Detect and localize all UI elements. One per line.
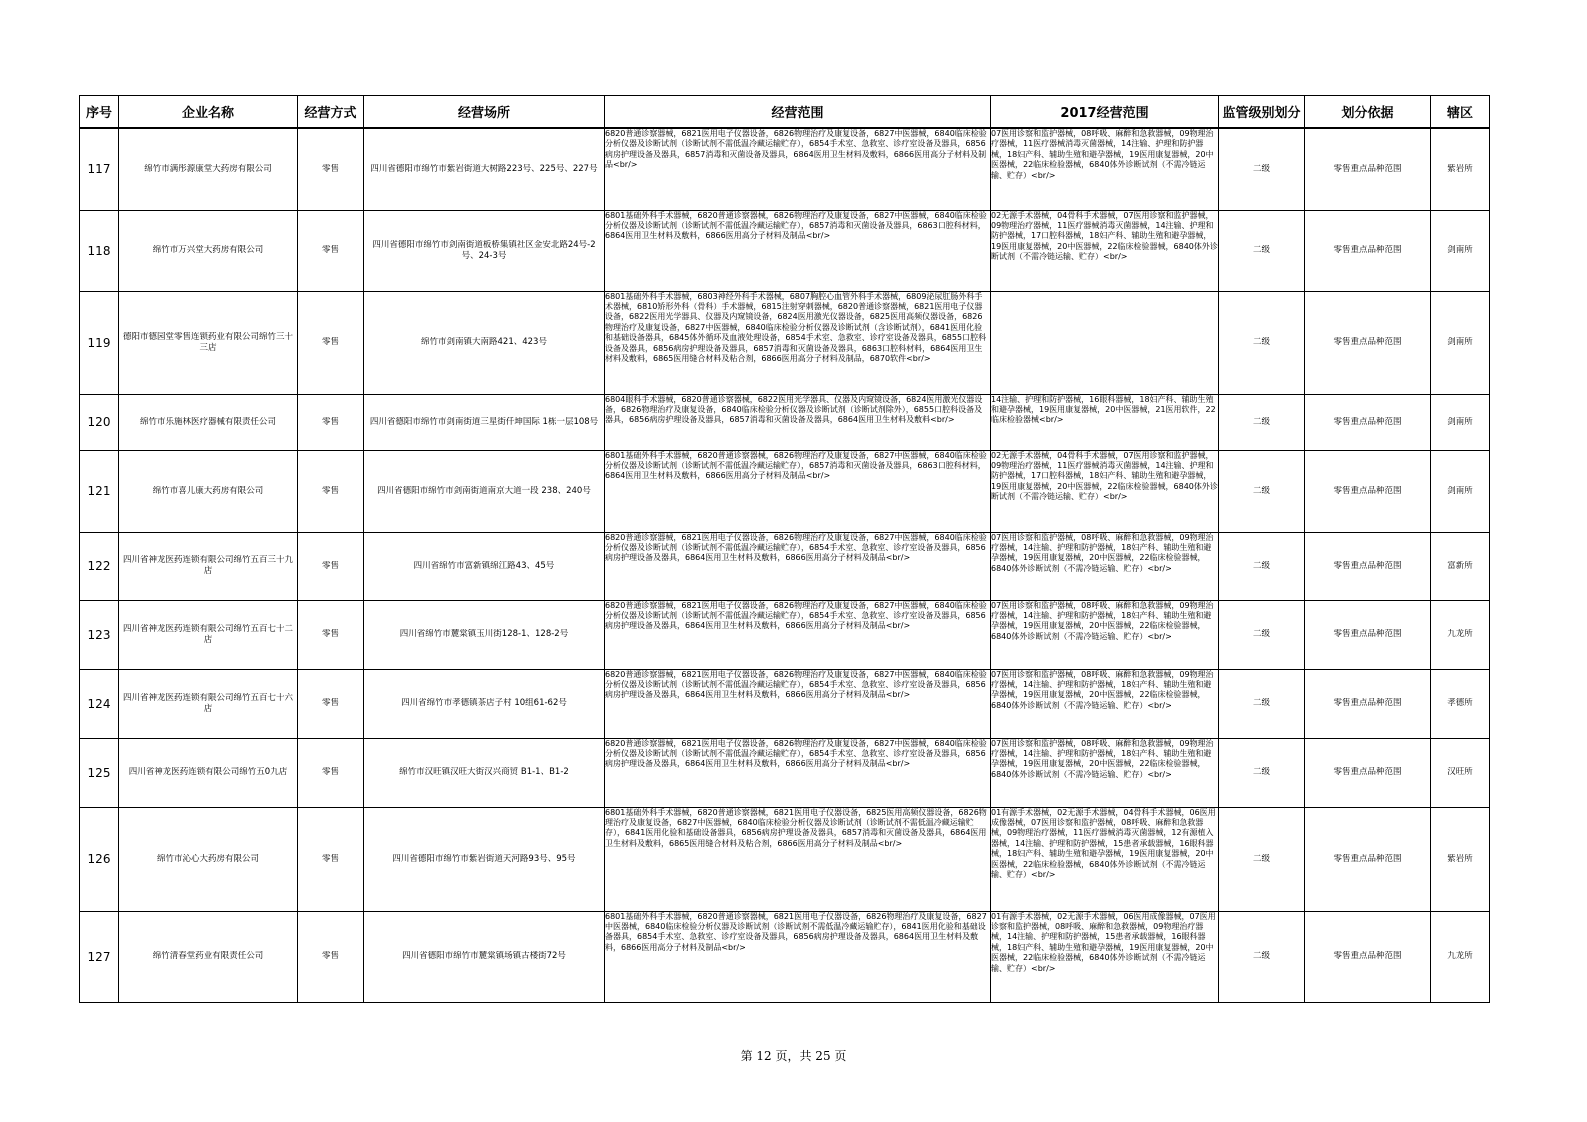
- business-mode: [298, 532, 364, 600]
- business-scope-2017: [991, 210, 1219, 291]
- district-text: 九龙所: [1447, 951, 1473, 961]
- classification-basis: [1305, 738, 1431, 807]
- table-row: [80, 669, 1490, 738]
- classification-basis-text: 零售重点品种范围: [1333, 163, 1402, 174]
- business-scope: [605, 738, 991, 807]
- header-no: 序号: [80, 96, 119, 129]
- supervision-level-text: 二级: [1252, 767, 1270, 777]
- business-address: [364, 128, 605, 210]
- business-mode: [298, 807, 364, 911]
- district-text: 孝德所: [1447, 698, 1473, 708]
- classification-basis: [1305, 394, 1431, 450]
- business-scope-text: 6801基础外科手术器械，6803神经外科手术器械，6807胸腔心血管外科手术器械，6809泌尿肛肠外科手术器械，6810矫形外科（骨科）手术器械，6815注射穿刺器械，6820普通诊察器械，6821医用电子仪器设备，6822医用光学器具、仪器及内窥镜设备，6824医用激光仪器设备，6825医用高频仪器设备，6826物理治疗及康复设备，6827中医器械，6840临床检验分析仪器及诊断试剂（含诊断试剂），6841医用化验和基础设备器具，6845体外循环及血液处理设备，6854手术室、急救室、诊疗室设备及器具，6855口腔科设备及器具，6856病房护理设备及器具，6857消毒和灭菌设备及器具，6863口腔科材料，6864医用卫生材料及敷料，6865医用缝合材料及粘合剂，6866医用高分子材料及制品，6870软件<br/>: [605, 291, 987, 363]
- row-number-text: 121: [87, 484, 111, 498]
- table-row: [80, 210, 1490, 291]
- business-address-text: 四川省绵竹市孝德镇茶店子村 10组61-62号: [401, 698, 567, 708]
- row-number: [80, 738, 119, 807]
- classification-basis: [1305, 210, 1431, 291]
- table-row: [80, 911, 1490, 1002]
- business-scope-2017-text: 02无源手术器械，04骨科手术器械，07医用诊察和监护器械，09物理治疗器械，11医疗器械消毒灭菌器械，14注输、护理和防护器械，17口腔科器械，18妇产科、辅助生殖和避孕器械，19医用康复器械，20中医器械，22临床检验器械，6840体外诊断试剂（不需冷链运输、贮存）<br/>: [991, 210, 1218, 262]
- business-scope: [605, 600, 991, 669]
- company-name-text: 绵竹市喜儿康大药房有限公司: [152, 485, 264, 496]
- business-scope-text: 6801基础外科手术器械，6820普通诊察器械，6826物理治疗及康复设备，6827中医器械，6840临床检验分析仪器及诊断试剂（诊断试剂不需低温冷藏运输贮存），6857消毒和灭菌设备及器具，6863口腔科材料，6864医用卫生材料及敷料，6866医用高分子材料及制品<br/>: [605, 210, 987, 241]
- business-mode: [298, 738, 364, 807]
- supervision-level-text: 二级: [1252, 698, 1270, 708]
- business-scope-text: 6820普通诊察器械，6821医用电子仪器设备，6826物理治疗及康复设备，6827中医器械，6840临床检验分析仪器及诊断试剂（诊断试剂不需低温冷藏运输贮存），6854手术室、急救室、诊疗室设备及器具，6856病房护理设备及器具，6864医用卫生材料及敷料，6866医用高分子材料及制品<br/>: [605, 600, 987, 631]
- business-scope-2017: [991, 450, 1219, 532]
- business-scope-2017: [991, 291, 1219, 394]
- business-scope: [605, 669, 991, 738]
- business-scope-2017: [991, 128, 1219, 210]
- company-name: [119, 669, 298, 738]
- business-scope-text: 6804眼科手术器械，6820普通诊察器械，6822医用光学器具、仪器及内窥镜设备，6824医用激光仪器设备，6826物理治疗及康复设备，6840临床检验分析仪器及诊断试剂（诊断试剂除外），6855口腔科设备及器具，6856病房护理设备及器具，6857消毒和灭菌设备及器具，6864医用卫生材料及敷料<br/>: [605, 394, 983, 425]
- company-name: [119, 291, 298, 394]
- row-number-text: 125: [87, 765, 111, 780]
- business-mode-text: 零售: [321, 485, 339, 496]
- business-scope-2017: [991, 532, 1219, 600]
- business-scope-2017-text: 07医用诊察和监护器械，08呼吸、麻醉和急救器械，09物理治疗器械，14注输、护理和防护器械，18妇产科、辅助生殖和避孕器械，19医用康复器械，20中医器械，22临床检验器械，6840体外诊断试剂（不需冷链运输、贮存）<br/>: [991, 532, 1214, 573]
- business-mode-text: 零售: [321, 629, 339, 639]
- business-mode: [298, 210, 364, 291]
- row-number-text: 126: [87, 852, 111, 866]
- district: [1431, 807, 1490, 911]
- business-scope: [605, 210, 991, 291]
- business-scope: [605, 394, 991, 450]
- supervision-level: [1219, 911, 1305, 1002]
- business-scope-2017: [991, 669, 1219, 738]
- company-name-text: 绵竹市乐施林医疗器械有限责任公司: [139, 416, 276, 427]
- header-name: 企业名称: [119, 96, 298, 129]
- supervision-level: [1219, 291, 1305, 394]
- district: [1431, 669, 1490, 738]
- company-name: [119, 450, 298, 532]
- company-name-text: 德阳市德园堂零售连锁药业有限公司绵竹三十三店: [122, 331, 293, 353]
- company-name-text: 四川省神龙医药连锁有限公司绵竹五百三十九店: [122, 555, 293, 576]
- table-header: [80, 96, 1490, 129]
- district: [1431, 128, 1490, 210]
- business-scope-text: 6801基础外科手术器械，6820普通诊察器械，6821医用电子仪器设备，6826物理治疗及康复设备，6827中医器械，6840临床检验分析仪器及诊断试剂（诊断试剂不需低温冷藏运输贮存），6841医用化验和基础设备器具，6854手术室、急救室、诊疗室设备及器具，6856病房护理设备及器具，6864医用卫生材料及敷料，6866医用高分子材料及制品<br/>: [605, 911, 987, 952]
- supervision-level-text: 二级: [1252, 485, 1270, 496]
- business-mode-text: 零售: [321, 853, 339, 864]
- row-number-text: 119: [87, 335, 111, 350]
- classification-basis: [1305, 600, 1431, 669]
- table-row: [80, 738, 1490, 807]
- supervision-level: [1219, 210, 1305, 291]
- business-scope-2017-text: 07医用诊察和监护器械，08呼吸、麻醉和急救器械，09物理治疗器械，14注输、护理和防护器械，18妇产科、辅助生殖和避孕器械，19医用康复器械，20中医器械，22临床检验器械，6840体外诊断试剂（不需冷链运输、贮存）<br/>: [991, 669, 1214, 710]
- district-text: 剑南所: [1447, 337, 1473, 347]
- row-number-text: 120: [87, 415, 111, 429]
- table-row: [80, 600, 1490, 669]
- enterprise-table: [79, 95, 1490, 1003]
- business-address: [364, 807, 605, 911]
- business-address-text: 四川省绵竹市富新镇绵江路43、45号: [413, 560, 555, 571]
- header-scope: 经营范围: [605, 96, 991, 129]
- company-name: [119, 911, 298, 1002]
- row-number: [80, 450, 119, 532]
- table-row: [80, 532, 1490, 600]
- supervision-level: [1219, 669, 1305, 738]
- business-scope-text: 6820普通诊察器械，6821医用电子仪器设备，6826物理治疗及康复设备，6827中医器械，6840临床检验分析仪器及诊断试剂（诊断试剂不需低温冷藏运输贮存），6854手术室、急救室、诊疗室设备及器具，6856病房护理设备及器具，6857消毒和灭菌设备及器具，6864医用卫生材料及敷料，6866医用高分子材料及制品<br/>: [605, 129, 987, 170]
- row-number-text: 123: [87, 627, 111, 642]
- supervision-level-text: 二级: [1252, 629, 1270, 639]
- business-address-text: 四川省绵竹市麓棠镇玉川街128-1、128-2号: [399, 629, 569, 639]
- company-name-text: 四川省神龙医药连锁有限公司绵竹五0九店: [128, 767, 288, 777]
- row-number: [80, 600, 119, 669]
- business-address: [364, 532, 605, 600]
- classification-basis: [1305, 807, 1431, 911]
- business-mode-text: 零售: [321, 245, 339, 255]
- supervision-level-text: 二级: [1252, 951, 1270, 961]
- business-address: [364, 394, 605, 450]
- business-scope: [605, 807, 991, 911]
- business-address: [364, 911, 605, 1002]
- table-row: [80, 291, 1490, 394]
- business-mode: [298, 291, 364, 394]
- company-name: [119, 394, 298, 450]
- table-row: [80, 394, 1490, 450]
- business-scope-text: 6801基础外科手术器械，6820普通诊察器械，6821医用电子仪器设备，6825医用高频仪器设备，6826物理治疗及康复设备，6827中医器械，6840临床检验分析仪器及诊断试剂（诊断试剂不需低温冷藏运输贮存），6841医用化验和基础设备器具，6856病房护理设备及器具，6857消毒和灭菌设备及器具，6864医用卫生材料及敷料，6865医用缝合材料及粘合剂，6866医用高分子材料及制品<br/>: [605, 807, 987, 848]
- classification-basis-text: 零售重点品种范围: [1333, 416, 1402, 427]
- supervision-level-text: 二级: [1252, 560, 1270, 571]
- district: [1431, 450, 1490, 532]
- company-name-text: 绵竹市沁心大药房有限公司: [156, 853, 259, 864]
- row-number-text: 118: [87, 243, 111, 258]
- district-text: 剑南所: [1447, 416, 1473, 427]
- company-name-text: 绵竹市万兴堂大药房有限公司: [152, 245, 264, 255]
- header-scope-2017: 2017经营范围: [991, 96, 1219, 129]
- business-mode-text: 零售: [321, 560, 339, 571]
- business-address: [364, 291, 605, 394]
- business-address-text: 四川省德阳市绵竹市紫岩街道大树路223号、225号、227号: [370, 163, 598, 174]
- classification-basis-text: 零售重点品种范围: [1333, 698, 1402, 708]
- company-name: [119, 738, 298, 807]
- header-district: 辖区: [1431, 96, 1490, 129]
- classification-basis: [1305, 128, 1431, 210]
- district-text: 剑南所: [1447, 485, 1473, 496]
- business-scope-2017-text: 07医用诊察和监护器械，08呼吸、麻醉和急救器械，09物理治疗器械，11医疗器械消毒灭菌器械，14注输、护理和防护器械，18妇产科、辅助生殖和避孕器械，19医用康复器械，20中医器械，22临床检验器械，6840体外诊断试剂（不需冷链运输、贮存）<br/>: [991, 129, 1214, 180]
- business-scope-2017-text: 01有源手术器械，02无源手术器械，06医用成像器械，07医用诊察和监护器械，08呼吸、麻醉和急救器械，09物理治疗器械，14注输、护理和防护器械，15患者承载器械，16眼科器械，18妇产科、辅助生殖和避孕器械，19医用康复器械，20中医器械，22临床检验器械，6840体外诊断试剂（不需冷链运输、贮存）<br/>: [991, 911, 1216, 973]
- classification-basis: [1305, 911, 1431, 1002]
- header-address: 经营场所: [364, 96, 605, 129]
- district: [1431, 532, 1490, 600]
- supervision-level: [1219, 807, 1305, 911]
- district: [1431, 911, 1490, 1002]
- district-text: 紫岩所: [1447, 163, 1473, 174]
- supervision-level: [1219, 394, 1305, 450]
- classification-basis: [1305, 450, 1431, 532]
- company-name-text: 绵竹市满彤源康堂大药房有限公司: [144, 163, 272, 174]
- classification-basis-text: 零售重点品种范围: [1333, 767, 1402, 777]
- supervision-level: [1219, 450, 1305, 532]
- district-text: 剑南所: [1447, 245, 1473, 255]
- business-scope: [605, 911, 991, 1002]
- row-number-text: 122: [87, 559, 111, 573]
- classification-basis: [1305, 669, 1431, 738]
- business-scope-text: 6801基础外科手术器械，6820普通诊察器械，6826物理治疗及康复设备，6827中医器械，6840临床检验分析仪器及诊断试剂（诊断试剂不需低温冷藏运输贮存），6857消毒和灭菌设备及器具，6863口腔科材料，6864医用卫生材料及敷料，6866医用高分子材料及制品<br/>: [605, 450, 987, 481]
- supervision-level-text: 二级: [1252, 853, 1270, 864]
- business-mode: [298, 669, 364, 738]
- business-scope-text: 6820普通诊察器械，6821医用电子仪器设备，6826物理治疗及康复设备，6827中医器械，6840临床检验分析仪器及诊断试剂（诊断试剂不需低温冷藏运输贮存），6854手术室、急救室、诊疗室设备及器具，6856病房护理设备及器具，6864医用卫生材料及敷料，6866医用高分子材料及制品<br/>: [605, 738, 987, 769]
- business-address-text: 四川省德阳市绵竹市剑南街道南京大道一段 238、240号: [377, 485, 591, 496]
- business-address-text: 四川省德阳市绵竹市紫岩街道天河路93号、95号: [392, 853, 576, 864]
- business-scope-2017: [991, 394, 1219, 450]
- district-text: 汉旺所: [1447, 767, 1473, 777]
- business-scope-2017-text: 07医用诊察和监护器械，08呼吸、麻醉和急救器械，09物理治疗器械，14注输、护理和防护器械，18妇产科、辅助生殖和避孕器械，19医用康复器械，20中医器械，22临床检验器械，6840体外诊断试剂（不需冷链运输、贮存）<br/>: [991, 600, 1214, 641]
- supervision-level-text: 二级: [1252, 163, 1270, 174]
- classification-basis-text: 零售重点品种范围: [1333, 951, 1402, 961]
- district: [1431, 291, 1490, 394]
- row-number: [80, 532, 119, 600]
- business-scope-2017: [991, 807, 1219, 911]
- classification-basis-text: 零售重点品种范围: [1333, 629, 1402, 639]
- business-address: [364, 600, 605, 669]
- company-name: [119, 128, 298, 210]
- business-scope-2017-text: 02无源手术器械，04骨科手术器械，07医用诊察和监护器械，09物理治疗器械，11医疗器械消毒灭菌器械，14注输、护理和防护器械，17口腔科器械，18妇产科、辅助生殖和避孕器械，19医用康复器械，20中医器械，22临床检验器械，6840体外诊断试剂（不需冷链运输、贮存）<br/>: [991, 450, 1218, 502]
- business-mode: [298, 450, 364, 532]
- table-row: [80, 450, 1490, 532]
- company-name-text: 绵竹清春堂药业有限责任公司: [152, 951, 264, 961]
- business-mode-text: 零售: [321, 698, 339, 708]
- business-mode-text: 零售: [321, 951, 339, 961]
- classification-basis-text: 零售重点品种范围: [1333, 560, 1402, 571]
- classification-basis: [1305, 532, 1431, 600]
- business-mode: [298, 600, 364, 669]
- table-body: [80, 128, 1490, 1002]
- company-name: [119, 807, 298, 911]
- row-number-text: 117: [87, 162, 111, 177]
- business-scope: [605, 128, 991, 210]
- business-scope: [605, 291, 991, 394]
- row-number: [80, 669, 119, 738]
- table-row: [80, 807, 1490, 911]
- business-address-text: 四川省德阳市绵竹市剑南街道板桥集镇社区金安北路24号-2号、24-3号: [372, 239, 596, 261]
- business-scope-2017: [991, 600, 1219, 669]
- supervision-level-text: 二级: [1252, 245, 1270, 255]
- row-number: [80, 394, 119, 450]
- classification-basis-text: 零售重点品种范围: [1333, 853, 1402, 864]
- supervision-level-text: 二级: [1252, 416, 1270, 427]
- business-mode: [298, 128, 364, 210]
- supervision-level: [1219, 128, 1305, 210]
- business-scope-text: 6820普通诊察器械，6821医用电子仪器设备，6826物理治疗及康复设备，6827中医器械，6840临床检验分析仪器及诊断试剂（诊断试剂不需低温冷藏运输贮存），6854手术室、急救室、诊疗室设备及器具，6856病房护理设备及器具，6864医用卫生材料及敷料，6866医用高分子材料及制品<br/>: [605, 532, 987, 563]
- table-row: [80, 128, 1490, 210]
- business-mode-text: 零售: [321, 416, 339, 427]
- page-footer: 第 12 页，共 25 页: [740, 1049, 847, 1063]
- row-number: [80, 128, 119, 210]
- business-mode-text: 零售: [321, 767, 339, 777]
- business-mode: [298, 911, 364, 1002]
- business-scope-2017: [991, 911, 1219, 1002]
- company-name-text: 四川省神龙医药连锁有限公司绵竹五百七十二店: [122, 623, 293, 645]
- business-scope-text: 6820普通诊察器械，6821医用电子仪器设备，6826物理治疗及康复设备，6827中医器械，6840临床检验分析仪器及诊断试剂（诊断试剂不需低温冷藏运输贮存），6854手术室、急救室、诊疗室设备及器具，6856病房护理设备及器具，6864医用卫生材料及敷料，6866医用高分子材料及制品<br/>: [605, 669, 987, 700]
- business-scope: [605, 450, 991, 532]
- business-address-text: 绵竹市剑南镇大南路421、423号: [421, 337, 547, 347]
- business-scope: [605, 532, 991, 600]
- row-number-text: 127: [87, 949, 111, 964]
- company-name-text: 四川省神龙医药连锁有限公司绵竹五百七十六店: [122, 692, 293, 714]
- row-number: [80, 911, 119, 1002]
- district-text: 富新所: [1447, 560, 1473, 571]
- company-name: [119, 532, 298, 600]
- classification-basis-text: 零售重点品种范围: [1333, 245, 1402, 255]
- business-address: [364, 669, 605, 738]
- district-text: 紫岩所: [1447, 853, 1473, 864]
- business-address-text: 四川省德阳市绵竹市麓棠镇场镇古楼街72号: [402, 951, 566, 961]
- business-scope-2017-text: 07医用诊察和监护器械，08呼吸、麻醉和急救器械，09物理治疗器械，14注输、护理和防护器械，18妇产科、辅助生殖和避孕器械，19医用康复器械，20中医器械，22临床检验器械，6840体外诊断试剂（不需冷链运输、贮存）<br/>: [991, 738, 1214, 779]
- business-mode-text: 零售: [321, 163, 339, 174]
- row-number-text: 124: [87, 696, 111, 711]
- district: [1431, 738, 1490, 807]
- company-name: [119, 210, 298, 291]
- header-basis: 划分依据: [1305, 96, 1431, 129]
- business-scope-2017-text: 14注输、护理和防护器械，16眼科器械，18妇产科、辅助生殖和避孕器械，19医用康复器械，20中医器械，21医用软件，22临床检验器械<br/>: [991, 394, 1216, 425]
- classification-basis-text: 零售重点品种范围: [1333, 337, 1402, 347]
- supervision-level: [1219, 738, 1305, 807]
- classification-basis: [1305, 291, 1431, 394]
- district: [1431, 600, 1490, 669]
- business-mode: [298, 394, 364, 450]
- business-scope-2017-text: 01有源手术器械，02无源手术器械，04骨科手术器械，06医用成像器械，07医用诊察和监护器械，08呼吸、麻醉和急救器械，09物理治疗器械，11医疗器械消毒灭菌器械，12有源植入器械，14注输、护理和防护器械，15患者承载器械，16眼科器械，18妇产科、辅助生殖和避孕器械，19医用康复器械，20中医器械，22临床检验器械，6840体外诊断试剂（不需冷链运输、贮存）<br/>: [991, 807, 1216, 879]
- supervision-level: [1219, 532, 1305, 600]
- business-address-text: 绵竹市汉旺镇汉旺大街汉兴商贸 B1-1、B1-2: [399, 767, 569, 777]
- classification-basis-text: 零售重点品种范围: [1333, 485, 1402, 496]
- row-number: [80, 210, 119, 291]
- company-name: [119, 600, 298, 669]
- supervision-level: [1219, 600, 1305, 669]
- district: [1431, 210, 1490, 291]
- district-text: 九龙所: [1447, 629, 1473, 639]
- business-scope-2017: [991, 738, 1219, 807]
- header-level: 监管级别划分: [1219, 96, 1305, 129]
- business-address-text: 四川省德阳市绵竹市剑南街道三星街仟坤国际 1栋一层108号: [369, 416, 599, 427]
- district: [1431, 394, 1490, 450]
- business-mode-text: 零售: [321, 337, 339, 347]
- row-number: [80, 807, 119, 911]
- supervision-level-text: 二级: [1252, 337, 1270, 347]
- business-address: [364, 210, 605, 291]
- business-address: [364, 450, 605, 532]
- row-number: [80, 291, 119, 394]
- header-mode: 经营方式: [298, 96, 364, 129]
- business-address: [364, 738, 605, 807]
